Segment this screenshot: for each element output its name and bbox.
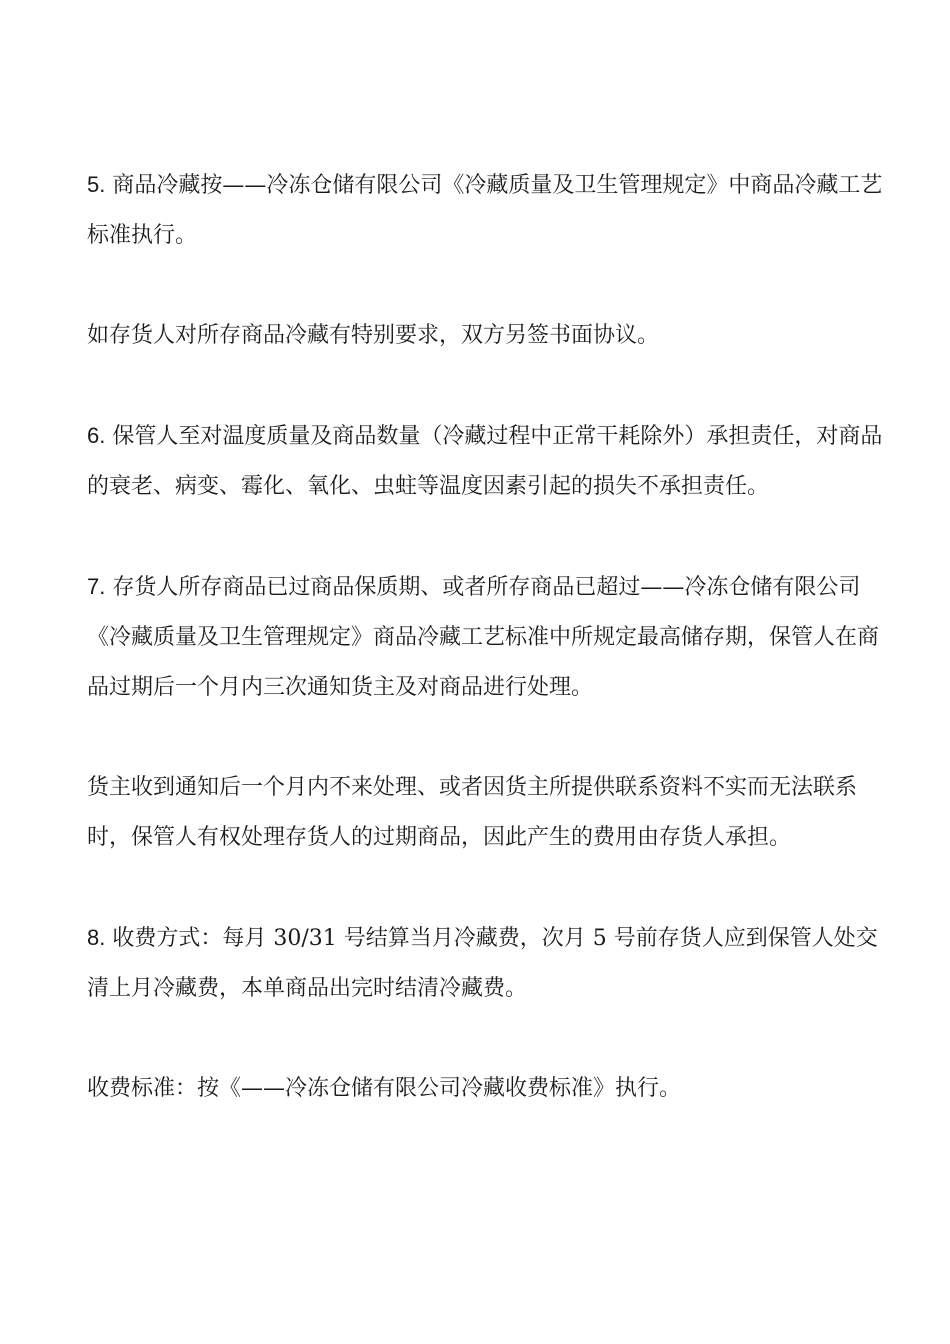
- clause-number: 6.: [87, 423, 106, 448]
- clause-number: 8.: [87, 925, 106, 950]
- clause-5-note: [87, 311, 887, 361]
- clause-text: 货主收到通知后一个月内不来处理、或者因货主所提供联系资料不实而无法联系时，保管人有权处理存货人的过期商品，因此产生的费用由存货人承担。: [87, 775, 858, 850]
- clause-5: [87, 160, 887, 261]
- clause-text: 收费方式：每月 30/31 号结算当月冷藏费，次月 5 号前存货人应到保管人处交清上月冷藏费，本单商品出完时结清冷藏费。: [87, 926, 878, 1001]
- clause-8-note: [87, 1064, 887, 1114]
- clause-number: 7.: [87, 574, 106, 599]
- clause-text: 收费标准：按《——冷冻仓储有限公司冷藏收费标准》执行。: [87, 1076, 682, 1101]
- clause-8: [87, 913, 887, 1014]
- clause-7-note: [87, 763, 887, 863]
- clause-6: [87, 411, 887, 512]
- document-body: [87, 160, 887, 1164]
- clause-text: 如存货人对所存商品冷藏有特别要求，双方另签书面协议。: [87, 323, 660, 348]
- clause-text: 商品冷藏按——冷冻仓储有限公司《冷藏质量及卫生管理规定》中商品冷藏工艺标准执行。: [87, 173, 883, 248]
- clause-7: [87, 562, 887, 713]
- clause-number: 5.: [87, 172, 106, 197]
- clause-text: 存货人所存商品已过商品保质期、或者所存商品已超过——冷冻仓储有限公司《冷藏质量及卫生管理规定》商品冷藏工艺标准中所规定最高储存期，保管人在商品过期后一个月内三次通知货主及对商品进行处理。: [87, 575, 880, 700]
- clause-text: 保管人至对温度质量及商品数量（冷藏过程中正常干耗除外）承担责任，对商品的衰老、病变、霉化、氧化、虫蛀等温度因素引起的损失不承担责任。: [87, 424, 883, 499]
